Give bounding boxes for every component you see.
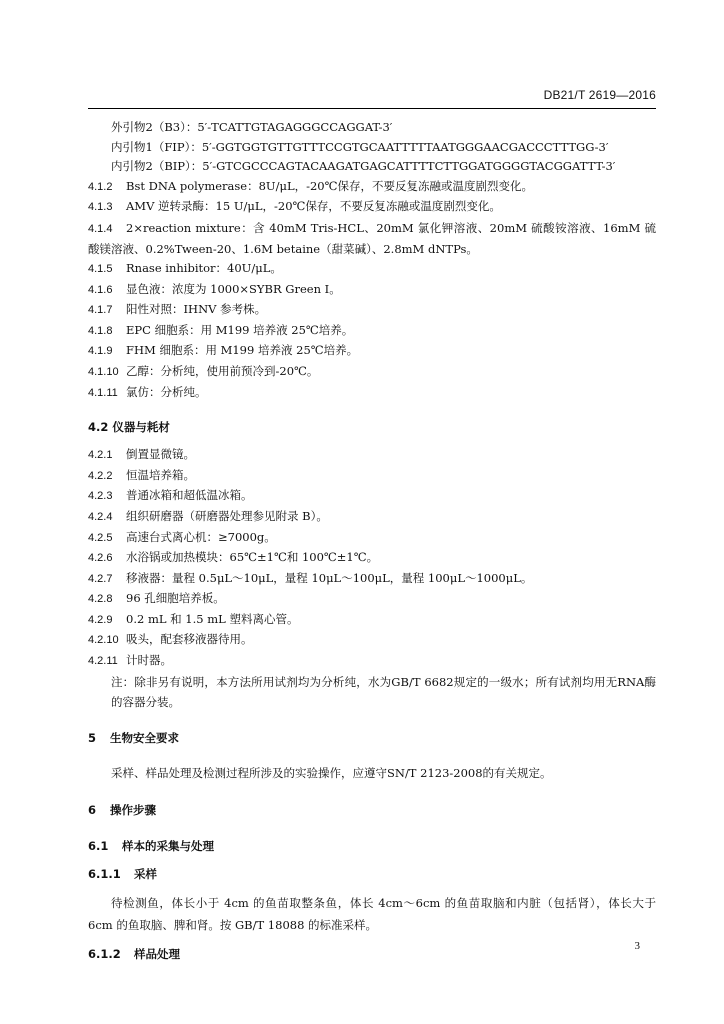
- reagent-item: [88, 280, 656, 301]
- note-paragraph: [88, 672, 656, 712]
- section-title: 样本的采集与处理: [122, 838, 215, 853]
- reagent-item: [88, 197, 656, 218]
- section-title: 生物安全要求: [110, 730, 180, 745]
- reagent-text: 乙醇：分析纯，使用前预冷到-20℃。: [126, 363, 319, 378]
- reagent-text: AMV 逆转录酶：15 U/μL，-20℃保存，不要反复冻融或温度剧烈变化。: [126, 199, 501, 214]
- section-title: 操作步骤: [110, 802, 157, 817]
- sampling-paragraph: 待检测鱼，体长小于 4cm 的鱼苗取整条鱼，体长 4cm～6cm 的鱼苗取脑和内脏（包括肾），体长大于 6cm 的鱼取脑、脾和肾。按 GB/T 18088 的标准采样。: [88, 895, 656, 932]
- note-text: 注：除非另有说明，本方法所用试剂均为分析纯，水为GB/T 6682规定的一级水；所有试剂均用无RNA酶的容器分装。: [111, 674, 656, 709]
- instrument-item: [88, 589, 656, 610]
- reagent-text: Rnase inhibitor：40U/μL。: [126, 260, 282, 275]
- instrument-number: 4.2.7: [88, 572, 113, 585]
- reagent-text: 显色液：浓度为 1000×SYBR Green Ⅰ。: [126, 281, 341, 296]
- reagent-item: [88, 341, 656, 362]
- reagent-item: [88, 259, 656, 280]
- instrument-number: 4.2.3: [88, 490, 113, 503]
- reagent-number: 4.1.10: [88, 365, 119, 378]
- standard-code-header: DB21/T 2619—2016: [543, 88, 656, 102]
- reagent-text: Bst DNA polymerase：8U/μL，-20℃保存，不要反复冻融或温度剧烈变化。: [126, 178, 533, 193]
- instrument-item: [88, 466, 656, 487]
- section-heading-4-2: [88, 417, 656, 437]
- reagent-text: 氯仿：分析纯。: [126, 384, 207, 399]
- instrument-item: [88, 507, 656, 528]
- instrument-number: 4.2.4: [88, 510, 113, 523]
- header-rule: [88, 108, 656, 109]
- reagent-number: 4.1.3: [88, 201, 113, 214]
- section-title: 采样: [134, 866, 158, 881]
- reagent-text: 2×reaction mixture：含 40mM Tris-HCL、20mM 氯化钾溶液、20mM 硫酸铵溶液、16mM 硫酸镁溶液、0.2%Tween-20、1.6M betaine（甜菜碱）、2.8mM dNTPs。: [88, 220, 656, 256]
- instrument-text: 吸头，配套移液器待用。: [126, 632, 253, 647]
- section-number: 6.1.1: [88, 866, 121, 881]
- instrument-text: 组织研磨器（研磨器处理参见附录 B）。: [126, 508, 328, 523]
- instrument-item: [88, 445, 656, 466]
- instrument-item: [88, 486, 656, 507]
- reagent-number: 4.1.8: [88, 324, 113, 337]
- reagent-number: 4.1.7: [88, 304, 113, 317]
- section-title: 样品处理: [134, 946, 181, 961]
- section-heading-5: [88, 728, 656, 748]
- section-heading-6-1-1: [88, 864, 656, 884]
- section-title: 仪器与耗材: [112, 420, 170, 435]
- section-number: 4.2: [88, 420, 109, 435]
- reagent-item: [88, 300, 656, 321]
- instrument-text: 移液器：量程 0.5μL～10μL，量程 10μL～100μL，量程 100μL～1000μL。: [126, 570, 533, 585]
- reagent-text: 阳性对照：IHNV 参考株。: [126, 302, 267, 317]
- instrument-number: 4.2.11: [88, 655, 118, 668]
- reagent-list: [88, 177, 656, 403]
- reagent-item: [88, 383, 656, 404]
- section-heading-6: [88, 800, 656, 820]
- instrument-number: 4.2.10: [88, 634, 119, 647]
- primer-b3: 外引物2（B3）：5′-TCATTGTAGAGGGCCAGGAT-3′: [111, 120, 393, 134]
- instrument-number: 4.2.2: [88, 469, 113, 482]
- reagent-item: [88, 177, 656, 198]
- reagent-number: 4.1.2: [88, 180, 113, 193]
- biosafety-paragraph: 采样、样品处理及检测过程所涉及的实验操作，应遵守SN/T 2123-2008的有关规定。: [111, 765, 552, 780]
- reagent-item: [88, 321, 656, 342]
- primer-bip: 内引物2（BIP）：5′-GTCGCCCAGTACAAGATGAGCATTTTCTTGGATGGGGTACGGATTT-3′: [111, 159, 616, 174]
- section-heading-6-1-2: [88, 944, 656, 964]
- reagent-number: 4.1.6: [88, 283, 113, 296]
- instrument-text: 水浴锅或加热模块：65℃±1℃和 100℃±1℃。: [126, 550, 379, 565]
- primer-fip: 内引物1（FIP）：5′-GGTGGTGTTGTTTCCGTGCAATTTTTAATGGGAACGACCCTTTGG-3′: [111, 139, 609, 154]
- instrument-text: 0.2 mL 和 1.5 mL 塑料离心管。: [126, 611, 299, 626]
- instrument-number: 4.2.9: [88, 613, 113, 626]
- page-content: [88, 118, 656, 964]
- reagent-number: 4.1.9: [88, 345, 113, 358]
- section-number: 5: [88, 730, 97, 745]
- section-number: 6.1: [88, 838, 109, 853]
- instrument-number: 4.2.5: [88, 531, 113, 544]
- instrument-number: 4.2.1: [88, 449, 113, 462]
- page-number: 3: [634, 940, 640, 952]
- reagent-text: FHM 细胞系：用 M199 培养液 25℃培养。: [126, 343, 359, 358]
- reagent-item: [88, 218, 656, 259]
- instrument-item: [88, 630, 656, 651]
- section-number: 6: [88, 802, 97, 817]
- instrument-text: 倒置显微镜。: [126, 447, 195, 462]
- instrument-number: 4.2.8: [88, 593, 113, 606]
- section-number: 6.1.2: [88, 946, 121, 961]
- instrument-item: [88, 569, 656, 590]
- instrument-list: [88, 445, 656, 672]
- instrument-item: [88, 610, 656, 631]
- reagent-text: EPC 细胞系：用 M199 培养液 25℃培养。: [126, 322, 354, 337]
- reagent-item: [88, 362, 656, 383]
- reagent-number: 4.1.4: [88, 222, 113, 235]
- instrument-item: [88, 528, 656, 549]
- instrument-text: 96 孔细胞培养板。: [126, 591, 225, 606]
- instrument-number: 4.2.6: [88, 552, 113, 565]
- instrument-text: 普通冰箱和超低温冰箱。: [126, 488, 253, 503]
- instrument-text: 恒温培养箱。: [126, 467, 195, 482]
- instrument-item: [88, 548, 656, 569]
- section-heading-6-1: [88, 836, 656, 856]
- reagent-number: 4.1.11: [88, 386, 118, 399]
- instrument-text: 高速台式离心机：≥7000g。: [126, 529, 276, 544]
- instrument-text: 计时器。: [126, 653, 172, 668]
- instrument-item: [88, 651, 656, 672]
- reagent-number: 4.1.5: [88, 262, 113, 275]
